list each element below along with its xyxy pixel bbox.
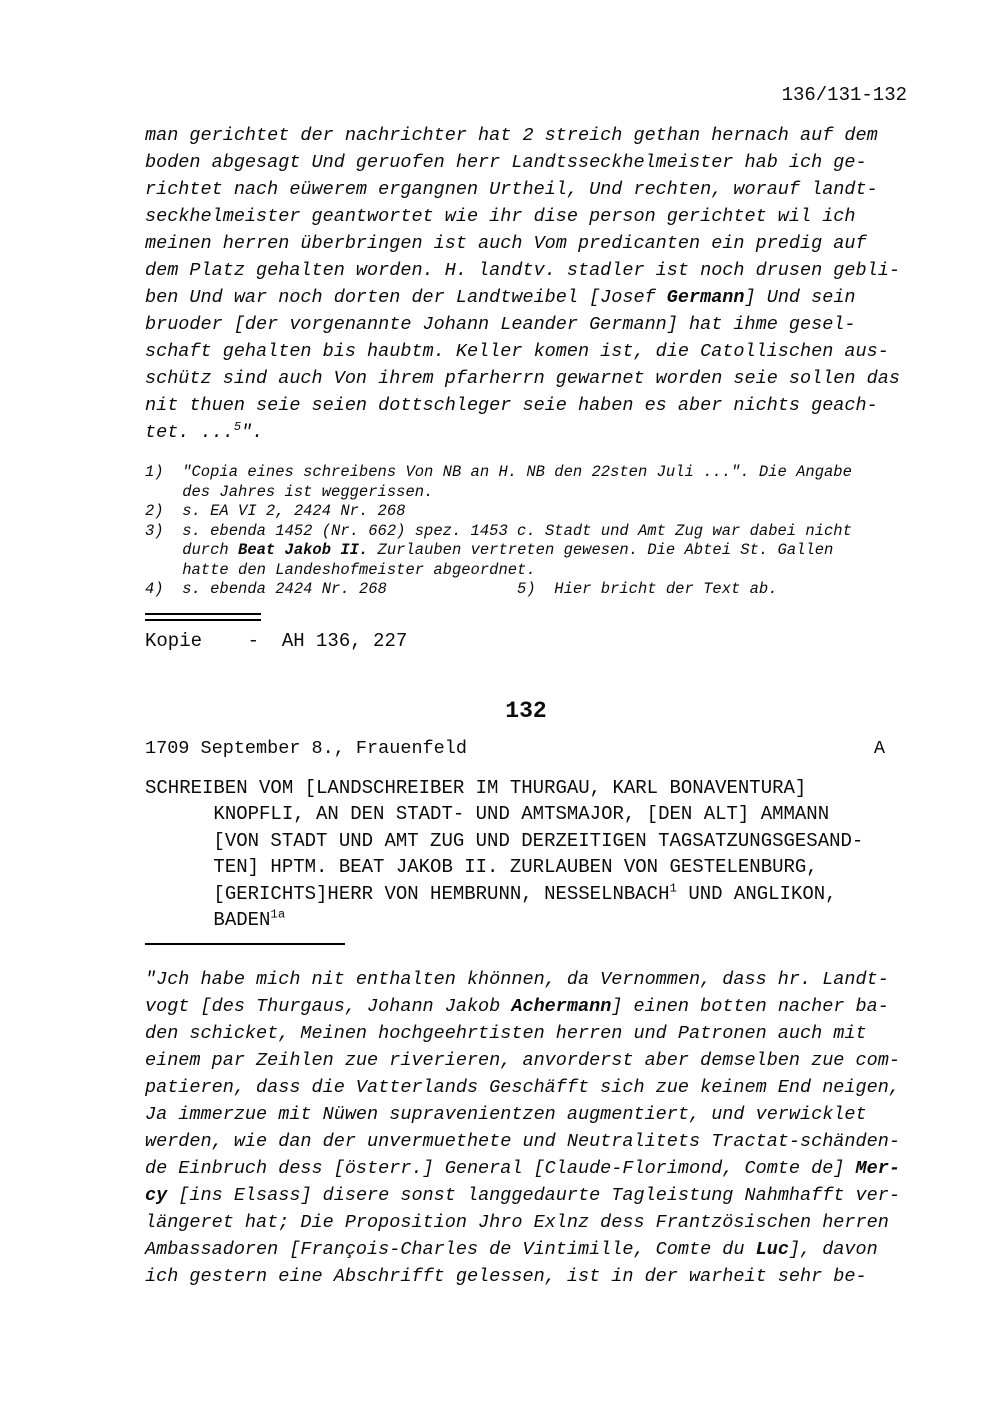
document-title: SCHREIBEN VOM [LANDSCHREIBER IM THURGAU, KARL BONAVENTURA] KNOPFLI, AN DEN STADT- UND AMTSMAJOR, [DEN ALT] AMMANN [VON STADT UND AMT ZUG UND DERZEITIGEN TAGSATZUNGSGESAND- TEN] HPTM. BEAT JAKOB II. ZURLAUBEN VON GESTELENBURG, [GERICHTS]HERR VON HEMBRUNN, NESSELNBACH$^1$ UND ANGLIKON, $BADEN^{1a}$ [145, 776, 864, 931]
document-number-heading: 132 [505, 697, 547, 724]
date-place: 1709 September 8., Frauenfeld [145, 737, 467, 759]
page-number: 136/131-132 [781, 84, 907, 106]
body-paragraph-2: "Jch habe mich nit enthalten khönnen, da Vernommen, dass hr. Landt- vogt [des Thurgaus, Johann Jakob Achermann] einen botten nacher ba- den schicket, Meinen hochgeehrtisten herren und Patronen auch mit einem par Zeihlen zue riverieren, anvorderst aber demselben zue com- patieren, dass die Vatterlands Geschäfft sich zue keinem End neigen, Ja immerzue mit Nüwen supravenientzen augmentiert, und verwicklet werden, wie dan der unvermuethete und Neutralitets Tractat-schänden- de Einbruch dess [österr.] General [Claude-Florimond, Comte de] Mer- cy [ins Elsass] disere sonst langgedaurte Tagleistung Nahmhafft ver- längeret hat; Die Proposition Jhro Exlnz dess Frantzösischen herren Ambassadoren [François-Charles de Vintimille, Comte du Luc], davon ich gestern eine Abschrifft gelessen, ist in der warheit sehr be- [145, 968, 900, 1287]
divider-bar-bottom [145, 619, 261, 621]
source-reference: Kopie - AH 136, 227 [145, 629, 408, 652]
footnotes-block: 1) "Copia eines schreibens Von NB an H. NB den 22sten Juli ...". Die Angabe des Jahres ist weggerissen. 2) s. EA VI 2, 2424 Nr. 268 3) s. ebenda 1452 (Nr. 662) spez. 1453 c. Stadt und Amt Zug war dabei nicht durch Beat Jakob II. Zurlauben vertreten gewesen. Die Abtei St. Gallen hatte den Landeshofmeister abgeordnet. 4) s. ebenda 2424 Nr. 268 5) Hier bricht der Text ab. [145, 463, 852, 598]
divider-bar-top [145, 613, 261, 615]
document-letter: A [873, 737, 885, 759]
divider-rule [145, 943, 345, 945]
divider-double-rule [145, 613, 261, 621]
body-paragraph-1: man gerichtet der nachrichter hat 2 streich gethan hernach auf dem boden abgesagt Und geruofen herr Landtsseckhelmeister hab ich ge- richtet nach eüwerem ergangnen Urtheil, Und rechten, worauf landt- seckhelmeister geantwortet wie ihr dise person gerichtet wil ich meinen herren überbringen ist auch Vom predicanten ein predig auf dem Platz gehalten worden. H. landtv. stadler ist noch drusen gebli- ben Und war noch dorten der Landtweibel [Josef Germann] Und sein bruoder [der vorgenannte Johann Leander Germann] hat ihme gesel- schaft gehalten bis haubtm. Keller komen ist, die Catollischen aus- schütz sind auch Von ihrem pfarherrn gewarnet worden seie sollen das nit thuen seie seien dottschleger seie haben es aber nichts geach- tet. ...$^5$". [145, 125, 900, 443]
page-content [145, 84, 907, 1290]
date-line [145, 738, 907, 759]
